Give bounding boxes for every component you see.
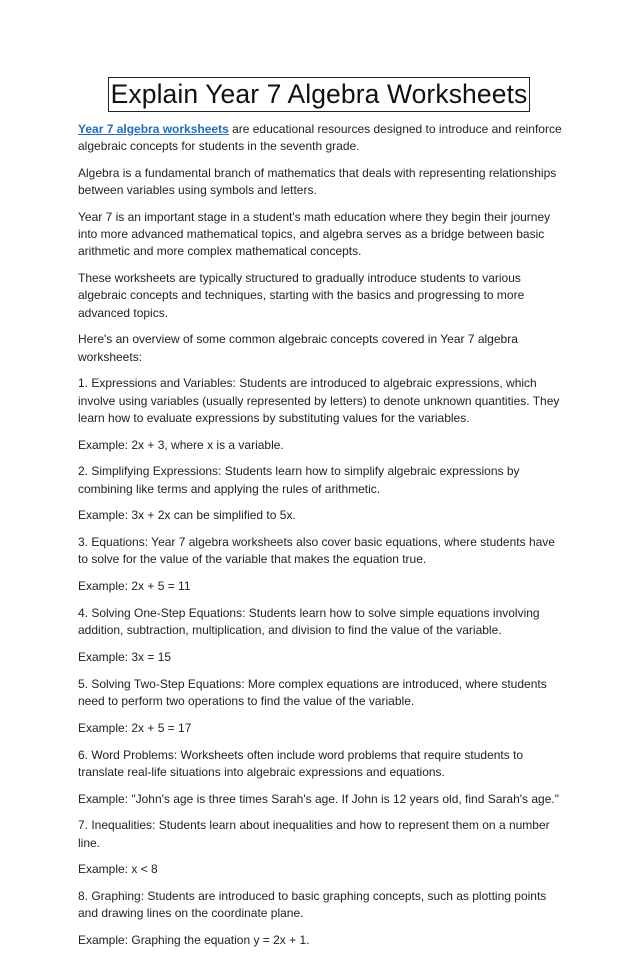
list-item-graphing: 8. Graphing: Students are introduced to basic graphing concepts, such as plotting points and drawing lines on the coordinate plane. [78, 889, 547, 921]
list-item-expressions-variables: 1. Expressions and Variables: Students are introduced to algebraic expressions, which involve using variables (usually represented by letters) to denote unknown quantities. They learn how to evaluate expressions by substituting values for the variables. [78, 376, 560, 425]
list-item-simplifying-expressions: 2. Simplifying Expressions: Students learn how to simplify algebraic expressions by combining like terms and applying the rules of arithmetic. [78, 464, 520, 496]
page-title: Explain Year 7 Algebra Worksheets [108, 77, 531, 112]
paragraph: Here's an overview of some common algebraic concepts covered in Year 7 algebra worksheets: [78, 332, 518, 364]
example-text: Example: 2x + 3, where x is a variable. [78, 437, 284, 452]
list-item-one-step-equations: 4. Solving One-Step Equations: Students learn how to solve simple equations involving addition, subtraction, multiplication, and division to find the value of the variable. [78, 606, 540, 638]
example-text: Example: x < 8 [78, 862, 158, 877]
document-body [78, 121, 562, 959]
intro-text: are educational resources designed to introduce and reinforce algebraic concepts for students in the seventh grade. [78, 122, 562, 154]
example-text: Example: Graphing the equation y = 2x + 1. [78, 933, 310, 948]
year7-worksheets-link[interactable]: Year 7 algebra worksheets [78, 122, 229, 136]
example-text: Example: "John's age is three times Sarah's age. If John is 12 years old, find Sarah's age." [78, 791, 559, 806]
list-item-equations: 3. Equations: Year 7 algebra worksheets also cover basic equations, where students have to solve for the value of the variable that makes the equation true. [78, 535, 555, 567]
paragraph: Algebra is a fundamental branch of mathematics that deals with representing relationships between variables using symbols and letters. [78, 166, 557, 198]
example-text: Example: 3x = 15 [78, 650, 172, 664]
paragraph: These worksheets are typically structured to gradually introduce students to various algebraic concepts and techniques, starting with the basics and progressing to more advanced topics. [78, 271, 525, 320]
list-item-two-step-equations: 5. Solving Two-Step Equations: More complex equations are introduced, where students need to perform two operations to find the value of the variable. [78, 676, 547, 708]
list-item-inequalities: 7. Inequalities: Students learn about inequalities and how to represent them on a number line. [78, 818, 550, 850]
example-text: Example: 2x + 5 = 11 [78, 579, 191, 594]
title-container [0, 77, 638, 112]
example-text: Example: 3x + 2x can be simplified to 5x. [78, 508, 296, 523]
paragraph: Year 7 is an important stage in a student's math education where they begin their journey into more advanced mathematical topics, and algebra serves as a bridge between basic arithmetic and more complex mathematical concepts. [78, 210, 551, 259]
intro-paragraph [78, 121, 562, 155]
example-text: Example: 2x + 5 = 17 [78, 720, 192, 735]
list-item-word-problems: 6. Word Problems: Worksheets often include word problems that require students to translate real-life situations into algebraic expressions and equations. [78, 747, 524, 779]
